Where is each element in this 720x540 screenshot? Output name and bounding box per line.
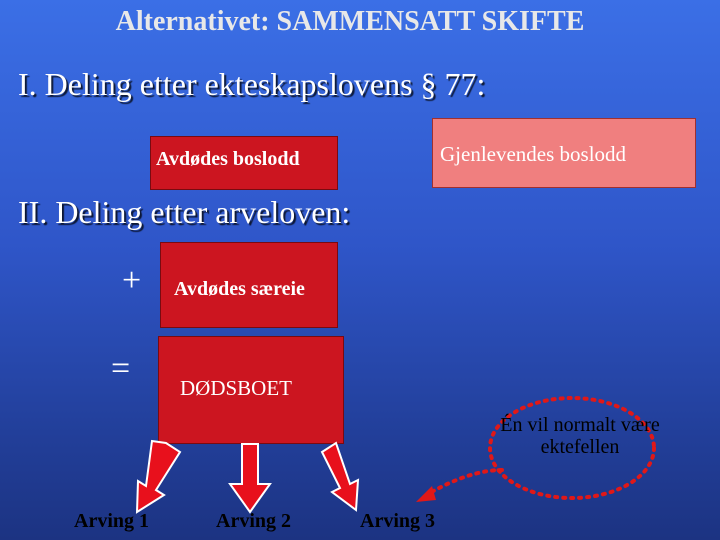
note-text: Én vil normalt være ektefellen bbox=[500, 414, 660, 458]
gjenlevendes-boslodd-label: Gjenlevendes boslodd bbox=[440, 142, 627, 166]
section-heading-ekteskapsloven: I. Deling etter ekteskapslovens § 77: bbox=[18, 66, 486, 102]
section-heading-arveloven: II. Deling etter arveloven: bbox=[18, 194, 351, 230]
heir-label-1: Arving 1 bbox=[74, 510, 149, 532]
equals-operator: = bbox=[111, 350, 131, 387]
saereie-label: Avdødes særeie bbox=[174, 278, 305, 300]
dodsboet-label: DØDSBOET bbox=[180, 376, 293, 400]
heir-label-3: Arving 3 bbox=[360, 510, 435, 532]
arrow-to-arving-3 bbox=[322, 443, 358, 510]
heir-label-2: Arving 2 bbox=[216, 510, 291, 532]
arrow-to-arving-2 bbox=[230, 444, 270, 512]
note-pointer-arrow bbox=[428, 470, 502, 494]
note-pointer-arrowhead bbox=[416, 486, 436, 502]
plus-operator: + bbox=[122, 262, 142, 299]
slide-title: Alternativet: SAMMENSATT SKIFTE bbox=[115, 6, 585, 37]
arrow-to-arving-1 bbox=[137, 441, 180, 512]
avdodes-boslodd-label: Avdødes boslodd bbox=[156, 148, 300, 170]
